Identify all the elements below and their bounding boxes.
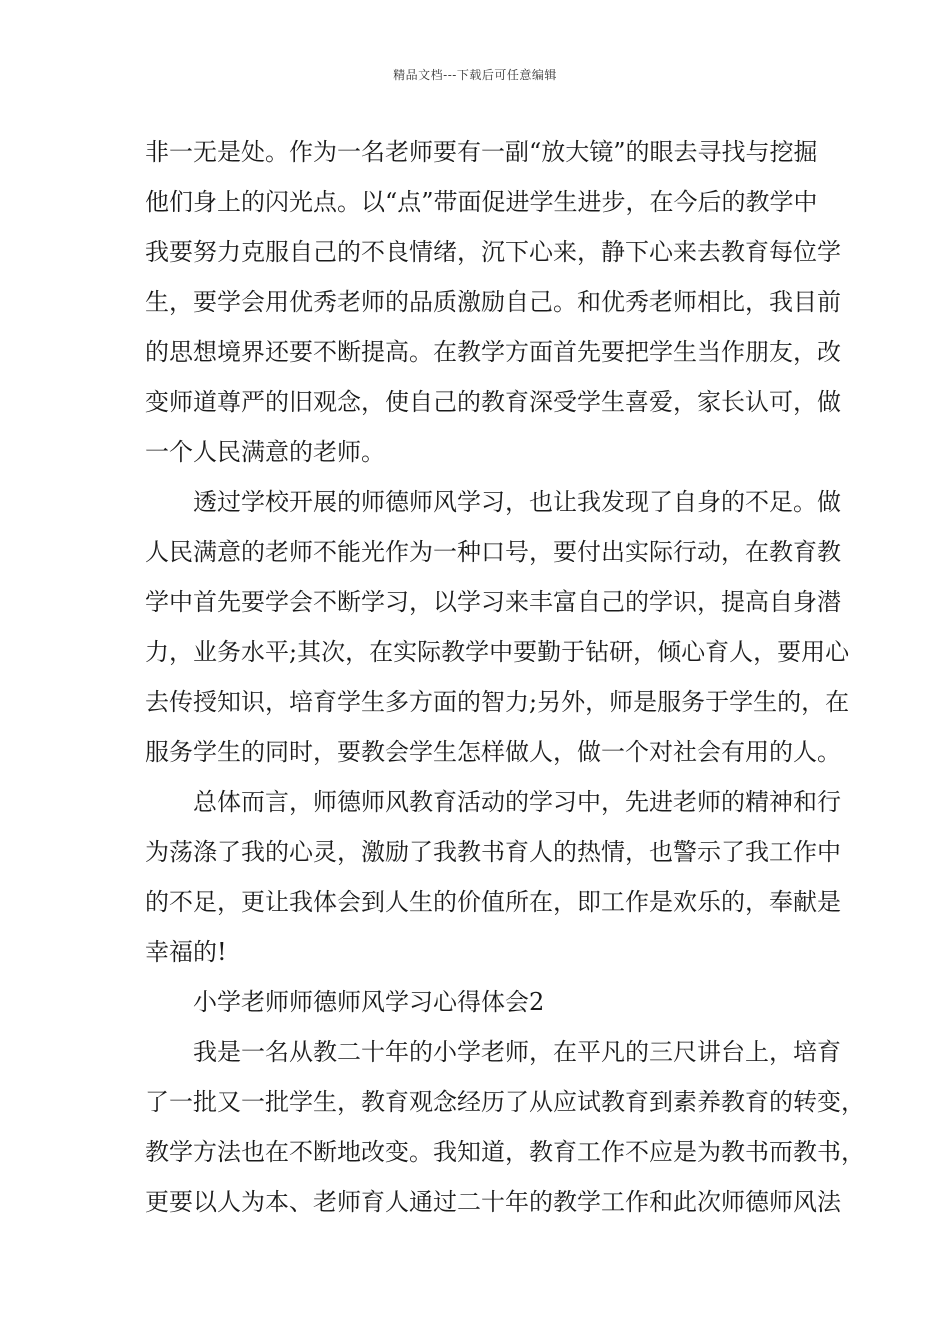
paragraph-line: 一个人民满意的老师。	[145, 438, 385, 466]
section-heading: 小学老师师德师风学习心得体会2	[193, 988, 545, 1016]
paragraph-line: 变师道尊严的旧观念，使自己的教育深受学生喜爱，家长认可，做	[145, 388, 841, 416]
paragraph-line: 为荡涤了我的心灵，激励了我教书育人的热情，也警示了我工作中	[145, 838, 841, 866]
paragraph-line: 的思想境界还要不断提高。在教学方面首先要把学生当作朋友，改	[145, 338, 841, 366]
paragraph-line: 非一无是处。作为一名老师要有一副“放大镜”的眼去寻找与挖掘	[145, 138, 818, 166]
paragraph-line: 我是一名从教二十年的小学老师，在平凡的三尺讲台上，培育	[193, 1038, 841, 1066]
paragraph-line: 幸福的!	[145, 938, 227, 966]
paragraph-line: 更要以人为本、老师育人通过二十年的教学工作和此次师德师风法	[145, 1188, 841, 1216]
paragraph-line: 力，业务水平;其次，在实际教学中要勤于钻研，倾心育人，要用心	[145, 638, 850, 666]
paragraph-line: 服务学生的同时，要教会学生怎样做人，做一个对社会有用的人。	[145, 738, 841, 766]
paragraph-line: 总体而言，师德师风教育活动的学习中，先进老师的精神和行	[193, 788, 841, 816]
paragraph-line: 人民满意的老师不能光作为一种口号，要付出实际行动，在教育教	[145, 538, 841, 566]
paragraph-line: 我要努力克服自己的不良情绪，沉下心来，静下心来去教育每位学	[145, 238, 841, 266]
paragraph-line: 去传授知识，培育学生多方面的智力;另外，师是服务于学生的，在	[145, 688, 850, 716]
paragraph-line: 的不足，更让我体会到人生的价值所在，即工作是欢乐的，奉献是	[145, 888, 841, 916]
paragraph-line: 透过学校开展的师德师风学习，也让我发现了自身的不足。做	[193, 488, 841, 516]
paragraph-line: 他们身上的闪光点。以“点”带面促进学生进步，在今后的教学中	[145, 188, 818, 216]
document-body	[145, 127, 865, 1227]
paragraph-line: 了一批又一批学生，教育观念经历了从应试教育到素养教育的转变，	[145, 1088, 865, 1116]
paragraph-line: 教学方法也在不断地改变。我知道，教育工作不应是为教书而教书，	[145, 1138, 865, 1166]
paragraph-line: 学中首先要学会不断学习，以学习来丰富自己的学识，提高自身潜	[145, 588, 841, 616]
paragraph-line: 生，要学会用优秀老师的品质激励自己。和优秀老师相比，我目前	[145, 288, 841, 316]
page-header: 精品文档---下载后可任意编辑	[393, 68, 557, 82]
